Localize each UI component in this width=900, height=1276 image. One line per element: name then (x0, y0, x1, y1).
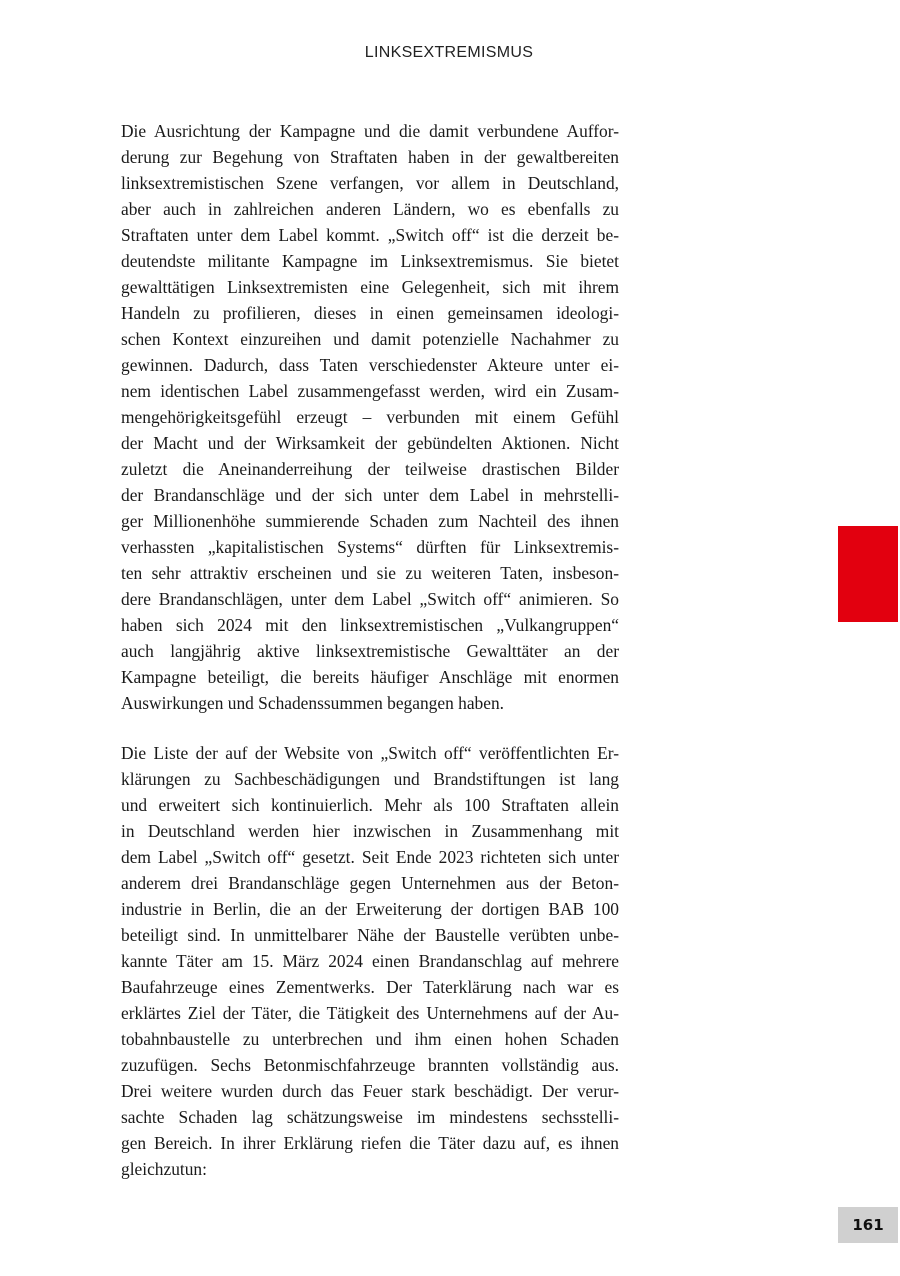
text-line: klärungen zu Sachbeschädigungen und Brandstiftungen ist lang (121, 769, 619, 789)
text-line: industrie in Berlin, die an der Erweiterung der dortigen BAB 100 (121, 899, 619, 919)
text-line: Kampagne beteiligt, die bereits häufiger Anschläge mit enormen (121, 667, 619, 687)
text-line: nem identischen Label zusammengefasst werden, wird ein Zusam- (121, 381, 619, 401)
text-line: zuzufügen. Sechs Betonmischfahrzeuge brannten vollständig aus. (121, 1055, 619, 1075)
text-line: erklärtes Ziel der Täter, die Tätigkeit des Unternehmens auf der Au- (121, 1003, 619, 1023)
text-line: der Brandanschläge und der sich unter dem Label in mehrstelli- (121, 485, 619, 505)
text-line: Auswirkungen und Schadenssummen begangen haben. (121, 693, 504, 713)
text-line: gewinnen. Dadurch, dass Taten verschiedenster Akteure unter ei- (121, 355, 619, 375)
text-line: dem Label „Switch off“ gesetzt. Seit Ende 2023 richteten sich unter (121, 847, 619, 867)
text-line: beteiligt sind. In unmittelbarer Nähe der Baustelle verübten unbe- (121, 925, 619, 945)
text-line: kannte Täter am 15. März 2024 einen Brandanschlag auf mehrere (121, 951, 619, 971)
text-line: gewalttätigen Linksextremisten eine Gelegenheit, sich mit ihrem (121, 277, 619, 297)
text-line: derung zur Begehung von Straftaten haben in der gewaltbereiten (121, 147, 619, 167)
text-line: haben sich 2024 mit den linksextremistischen „Vulkangruppen“ (121, 615, 619, 635)
text-line: der Macht und der Wirksamkeit der gebündelten Aktionen. Nicht (121, 433, 619, 453)
text-line: Drei weitere wurden durch das Feuer stark beschädigt. Der verur- (121, 1081, 619, 1101)
text-line: sachte Schaden lag schätzungsweise im mindestens sechsstelli- (121, 1107, 619, 1127)
paragraph-2 (121, 740, 619, 1182)
text-line: zuletzt die Aneinanderreihung der teilweise drastischen Bilder (121, 459, 619, 479)
running-header: LINKSEXTREMISMUS (364, 44, 534, 61)
text-line: Die Liste der auf der Website von „Switch off“ veröffentlichten Er- (121, 743, 619, 763)
text-line: tobahnbaustelle zu unterbrechen und ihm einen hohen Schaden (121, 1029, 619, 1049)
text-line: auch langjährig aktive linksextremistische Gewalttäter an der (121, 641, 619, 661)
text-line: deutendste militante Kampagne im Linksextremismus. Sie bietet (121, 251, 619, 271)
text-line: dere Brandanschlägen, unter dem Label „Switch off“ animieren. So (121, 589, 619, 609)
text-line: anderem drei Brandanschläge gegen Unternehmen aus der Beton- (121, 873, 619, 893)
text-line: mengehörigkeitsgefühl erzeugt – verbunden mit einem Gefühl (121, 407, 619, 427)
page-number: 161 (838, 1207, 898, 1243)
text-line: Die Ausrichtung der Kampagne und die damit verbundene Auffor- (121, 121, 619, 141)
chapter-marker-tab (838, 526, 898, 622)
text-line: Handeln zu profilieren, dieses in einen gemeinsamen ideologi- (121, 303, 619, 323)
text-line: Baufahrzeuge eines Zementwerks. Der Taterklärung nach war es (121, 977, 619, 997)
text-line: schen Kontext einzureihen und damit potenzielle Nachahmer zu (121, 329, 619, 349)
text-line: aber auch in zahlreichen anderen Ländern, wo es ebenfalls zu (121, 199, 619, 219)
text-line: gen Bereich. In ihrer Erklärung riefen die Täter dazu auf, es ihnen (121, 1133, 619, 1153)
text-line: ten sehr attraktiv erscheinen und sie zu weiteren Taten, insbeson- (121, 563, 619, 583)
text-line: verhassten „kapitalistischen Systems“ dürften für Linksextremis- (121, 537, 619, 557)
text-line: gleichzutun: (121, 1159, 207, 1179)
paragraph-1 (121, 118, 619, 716)
text-line: und erweitert sich kontinuierlich. Mehr als 100 Straftaten allein (121, 795, 619, 815)
text-line: ger Millionenhöhe summierende Schaden zum Nachteil des ihnen (121, 511, 619, 531)
text-line: Straftaten unter dem Label kommt. „Switch off“ ist die derzeit be- (121, 225, 619, 245)
text-line: linksextremistischen Szene verfangen, vor allem in Deutschland, (121, 173, 619, 193)
text-line: in Deutschland werden hier inzwischen in Zusammenhang mit (121, 821, 619, 841)
